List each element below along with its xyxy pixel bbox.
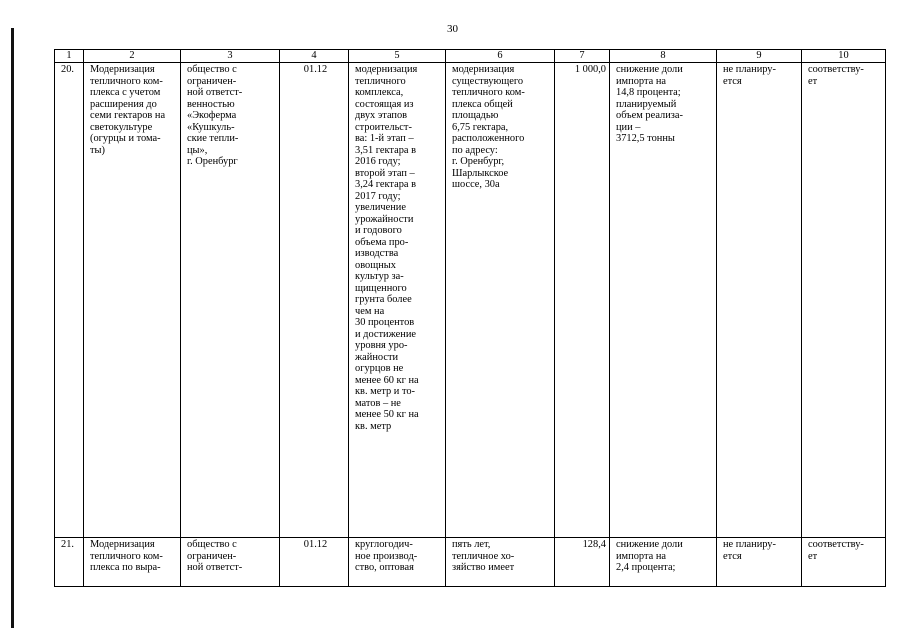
amount: 1 000,0 [555,63,610,538]
row-number: 21. [55,538,84,587]
text-line: культур за- [355,271,404,282]
text-line: плекса по выра- [90,562,161,573]
header-cell: 7 [555,50,610,63]
text-line: венностью [187,98,235,110]
project-name [90,64,177,156]
column-10-value [808,64,882,87]
text-line: 30 процентов [355,317,415,328]
text-line: зяйство имеет [452,562,515,573]
header-cell: 3 [181,50,280,63]
text-line: планируемый [616,98,677,110]
text-line: ские тепли- [187,133,239,144]
text-line: семи гектаров на [90,110,166,121]
text-line: ции – [616,121,641,133]
column-10-value [808,539,882,583]
text-line: расположенного [452,133,525,144]
text-line: Шарлыкское [452,167,509,179]
amount: 128,4 [555,538,610,587]
text-line: модернизация [452,64,515,75]
text-line: не планиру- [723,64,776,75]
activity-code: 01.12 [280,538,349,587]
text-line: объема про- [355,236,409,248]
text-line: ты) [90,144,105,156]
header-cell: 1 [55,50,84,63]
text-line: 2,4 процента; [616,562,676,573]
text-line: ной ответст- [187,562,243,573]
text-line: тепличного [355,75,406,87]
import-effect [616,64,713,145]
text-line: ет [808,75,818,87]
text-line: увеличение [355,202,406,213]
text-line: ной ответст- [187,87,243,98]
text-line: тепличного ком- [452,87,525,98]
text-line: общество с [187,64,237,75]
text-line: кв. метр [355,420,392,432]
text-line: щищенного [355,282,407,294]
text-line: 3,51 гектара в [355,144,417,156]
header-cell: 9 [717,50,802,63]
text-line: круглогодич- [355,539,413,550]
text-line: 6,75 гектара, [452,121,509,133]
text-line: снижение доли [616,64,683,75]
column-9-value [723,64,798,87]
text-line: овощных [355,259,396,271]
text-line: существующего [452,75,524,87]
text-line: импорта на [616,550,666,562]
project-location [452,64,551,191]
text-line: 2017 году; [355,190,401,202]
text-line: тепличное хо- [452,550,515,562]
text-line: 14,8 процента; [616,87,681,98]
text-line: двух этапов [355,110,408,121]
text-line: расширения до [90,98,157,110]
text-line: строительст- [355,121,412,133]
project-name [90,539,177,583]
text-line: ство, оптовая [355,562,414,573]
header-cell: 5 [349,50,446,63]
text-line: чем на [355,305,385,317]
text-line: второй этап – [355,167,415,179]
text-line: объем реализа- [616,110,683,121]
text-line: состоящая из [355,98,414,110]
text-line: Модернизация [90,539,155,550]
text-line: ется [723,75,742,87]
text-line: светокультуре [90,121,153,133]
text-line: 3712,5 тонны [616,133,675,144]
text-line: ется [723,550,742,562]
text-line: комплекса, [355,87,404,98]
text-line: ное производ- [355,550,418,562]
text-line: ет [808,550,818,562]
text-line: г. Оренбург [187,156,238,167]
data-table [54,49,886,587]
text-line: урожайности [355,213,414,225]
table-row [55,63,886,538]
column-9-value [723,539,798,583]
text-line: матов – не [355,397,401,409]
text-line: изводства [355,248,399,259]
text-line: тепличного ком- [90,550,163,562]
import-effect [616,539,713,583]
organization [187,539,276,583]
text-line: плекса общей [452,98,513,110]
text-line: 3,24 гектара в [355,179,417,190]
text-line: по адресу: [452,144,498,156]
activity-code: 01.12 [280,63,349,538]
text-line: соответству- [808,64,864,75]
text-line: модернизация [355,64,418,75]
table-row [55,538,886,587]
text-line: менее 50 кг на [355,409,419,420]
header-cell: 2 [84,50,181,63]
text-line: уровня уро- [355,340,408,351]
header-cell: 8 [610,50,717,63]
text-line: «Кушкуль- [187,121,235,133]
text-line: пять лет, [452,539,491,550]
text-line: шоссе, 30а [452,179,500,190]
text-line: менее 60 кг на [355,374,419,386]
organization [187,64,276,168]
page-number: 30 [447,23,458,35]
text-line: и достижение [355,328,416,340]
text-line: кв. метр и то- [355,386,416,397]
header-row [55,50,886,63]
row-number: 20. [55,63,84,538]
text-line: ограничен- [187,75,237,87]
text-line: плекса с учетом [90,87,161,98]
text-line: 2016 году; [355,156,401,167]
text-line: площадью [452,110,499,121]
header-cell: 4 [280,50,349,63]
text-line: ва: 1-й этап – [355,133,414,144]
text-line: не планиру- [723,539,776,550]
text-line: Модернизация [90,64,155,75]
text-line: и годового [355,225,402,236]
text-line: цы», [187,144,208,156]
header-cell: 10 [802,50,886,63]
project-description [355,539,442,583]
text-line: жайности [355,351,399,363]
text-line: ограничен- [187,550,237,562]
text-line: огурцов не [355,363,404,374]
text-line: «Экоферма [187,110,237,121]
text-line: (огурцы и тома- [90,133,161,144]
header-cell: 6 [446,50,555,63]
text-line: снижение доли [616,539,683,550]
text-line: г. Оренбург, [452,156,505,167]
scan-edge-line [11,28,14,628]
text-line: общество с [187,539,237,550]
text-line: импорта на [616,75,666,87]
text-line: соответству- [808,539,864,550]
text-line: грунта более [355,294,412,305]
text-line: тепличного ком- [90,75,163,87]
project-location [452,539,551,583]
project-description [355,64,442,432]
